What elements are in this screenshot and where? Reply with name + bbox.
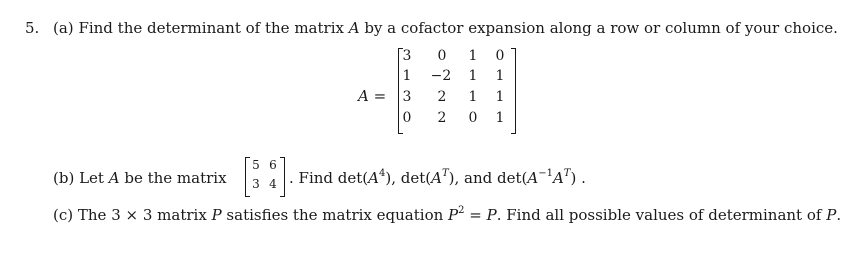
matrix-a-cell: 1 — [468, 68, 478, 84]
part-b-label: (b) — [53, 169, 75, 187]
matrix-a-cell: 1 — [468, 48, 478, 64]
matrix-a-cell: 1 — [402, 68, 412, 84]
part-a-label: (a) — [53, 19, 74, 37]
matrix-a-cell: 1 — [495, 110, 505, 126]
matrix-a-cell: 2 — [437, 89, 447, 105]
matrix-b-cell: 3 — [252, 177, 260, 191]
matrix-a-cell: 1 — [495, 68, 505, 84]
part-c-statement: (c) The 3 × 3 matrix P satisfies the matrix equation $P^2 = P$. Find all possible values of determinant of P. — [53, 205, 842, 224]
matrix-b-right-bracket — [280, 157, 285, 197]
problem-number: 5. — [25, 19, 40, 37]
matrix-a-cell: −2 — [430, 68, 452, 84]
matrix-a-cell: 2 — [437, 110, 447, 126]
matrix-a-cell: 3 — [402, 48, 412, 64]
matrix-a-cell: 0 — [437, 48, 447, 64]
matrix-a-cell: 1 — [468, 89, 478, 105]
matrix-a-cell: 0 — [402, 110, 412, 126]
part-b-statement-start: (b) Let A be the matrix — [53, 169, 227, 187]
part-a-statement: (a) Find the determinant of the matrix A by a cofactor expansion along a row or column of your choice. — [53, 19, 838, 37]
matrix-a-right-bracket — [511, 48, 516, 134]
matrix-a-cell: 0 — [495, 48, 505, 64]
matrix-a-cell: 3 — [402, 89, 412, 105]
matrix-a-lhs: A = — [358, 87, 387, 105]
matrix-a-cell: 1 — [495, 89, 505, 105]
matrix-b-cell: 5 — [252, 158, 260, 172]
matrix-b-cell: 4 — [269, 177, 277, 191]
part-c-label: (c) — [53, 206, 74, 224]
matrix-b-cell: 6 — [269, 158, 277, 172]
part-b-statement-end: . Find $\det(A^4)$, $\det(A^T)$, and $\det(A^{-1}A^T)$ . — [289, 168, 586, 187]
matrix-a-cell: 0 — [468, 110, 478, 126]
